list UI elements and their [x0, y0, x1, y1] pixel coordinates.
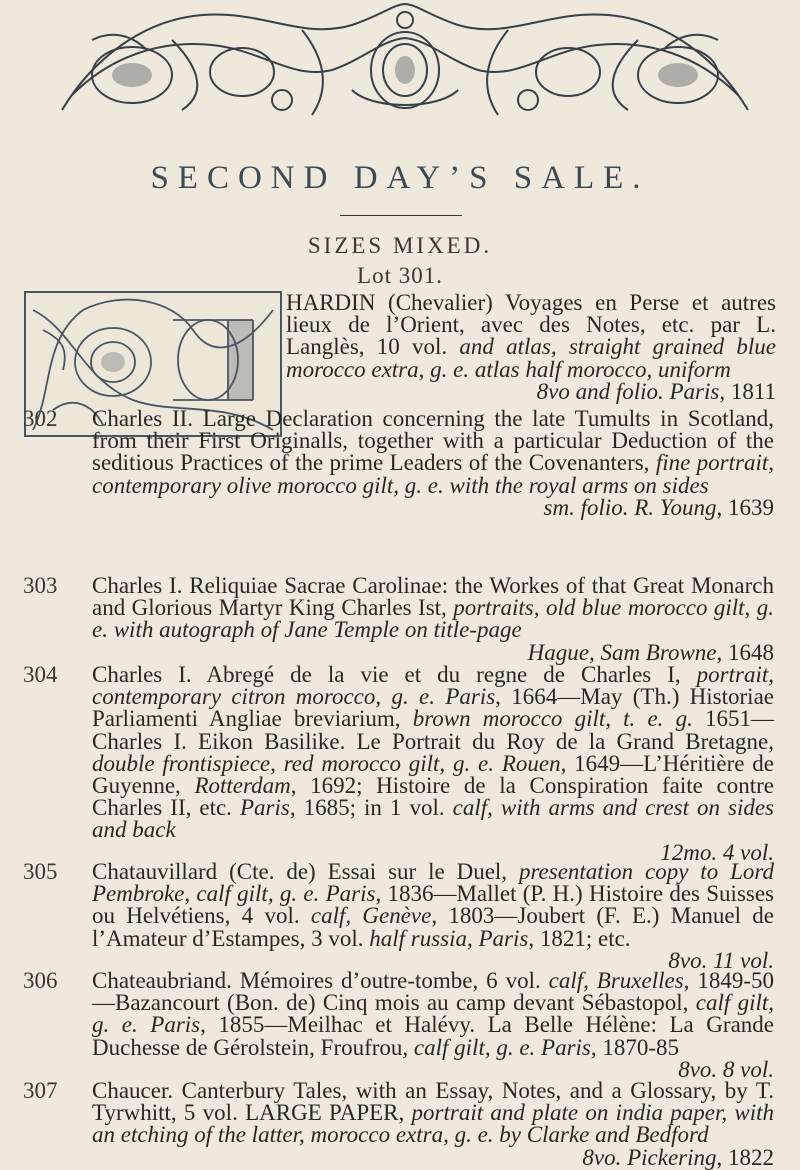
lot-imprint-run: Hague, Sam Browne — [527, 639, 717, 665]
lot-description — [92, 861, 774, 972]
lot-text-run: Chaucer. Canterbury Tales, with an Essay, Notes, and a Glossary, by T. Tyrwhitt, 5 vol. — [92, 1078, 774, 1126]
lot-text-run: calf gilt, g. e. Paris — [413, 1034, 591, 1060]
lot-text-run: Rotterdam — [194, 773, 291, 799]
lot-text-run: , 1849-50—Bazancourt (Bon. de) Cinq mois au camp devant Sébastopol, — [92, 968, 774, 1016]
lot-text-run: , 1692; Histoire de la Conspiration faite contre Charles II, etc. — [92, 773, 774, 821]
lot-text-run: fine portrait, contemporary olive morocco gilt, g. e. with the royal arms on sides — [92, 450, 774, 498]
lot-text-run: brown morocco gilt, t. e. g. — [412, 706, 693, 732]
lot-text-run: , 1649—L’Héritière de Guyenne, — [92, 750, 774, 799]
lot-imprint-run: 8vo. 11 vol. — [668, 947, 774, 973]
lot-format-imprint — [92, 639, 774, 665]
lot-description — [92, 408, 774, 519]
lot-description — [92, 1080, 774, 1169]
title-rule — [340, 215, 462, 216]
lot-imprint-run: , 1822 — [716, 1144, 774, 1170]
lot-label: Lot 301. — [357, 263, 443, 288]
lot-text-run: portrait, contemporary citron morocco, g. e. Paris — [92, 662, 774, 710]
lot-text-run: , 1836—Mallet (P. H.) Histoire des Suisses ou Helvétiens, 4 vol. — [92, 881, 774, 929]
lot-text-run: , 1870-85 — [590, 1034, 680, 1060]
lot-text-run: double frontispiece, red morocco gilt, g. e. Rouen — [92, 750, 561, 776]
lot-imprint-run: , 1811 — [719, 378, 776, 404]
lot-imprint-run: 8vo and folio. Paris — [536, 378, 720, 404]
lot-number: 307 — [23, 1078, 58, 1103]
lot-text-run: HARDIN (Chevalier) Voyages en Perse et autres lieux de l’Orient, avec des Notes, etc. par L. Langlès, 10 vol. — [286, 290, 776, 360]
lot-text-run: portraits, old blue morocco gilt, g. e. with autograph of Jane Temple on title-page — [92, 595, 774, 643]
lot-text-run: , 1855—Meilhac et Halévy. La Belle Hélène: La Grande Duchesse de Gérolstein, Froufrou, — [92, 1012, 774, 1060]
lot-imprint-run: , 1648 — [716, 639, 774, 665]
lot-format-imprint — [92, 1144, 774, 1170]
lot-text-run: , 1821; etc. — [528, 925, 631, 951]
lot-text-run: Charles I. Reliquiae Sacrae Carolinae: the Workes of that Great Monarch and Glorious Martyr King Charles Ist, — [92, 573, 774, 621]
lot-description — [92, 575, 774, 664]
lot-number: 306 — [23, 968, 58, 993]
lot-number: 305 — [23, 859, 58, 884]
lot-text-run: , 1803—Joubert (F. E.) Manuel de l’Amateur d’Estampes, 3 vol. — [92, 903, 774, 951]
lot-text-run: , 1664—May (Th.) Historiae Parliamenti Angliae breviarium, — [92, 684, 774, 732]
lot-text-run: Chateaubriand. Mémoires d’outre-tombe, 6 vol. — [92, 968, 549, 993]
lot-text-run: calf, with arms and crest on sides and back — [92, 795, 775, 843]
lot-text-run: , — [398, 1100, 412, 1126]
lot-text-run: calf, Genève — [310, 903, 432, 929]
lot-text-run: , 1685; in 1 vol. — [289, 795, 453, 821]
lot-text-run: 1651—Charles I. Eikon Basilike. Le Portrait du Roy de la Grand Bretagne, — [92, 706, 774, 754]
sale-title: SECOND DAY’S SALE. — [150, 160, 650, 196]
lot-text-run: half russia, Paris — [369, 925, 529, 951]
lot-imprint-run: 12mo. 4 vol. — [660, 839, 774, 865]
lot-number: 303 — [23, 573, 58, 598]
lot-description — [92, 970, 774, 1081]
lot-text-run: Chatauvillard (Cte. de) Essai sur le Duel, — [92, 859, 519, 884]
lot-format-imprint — [286, 378, 776, 404]
lot-description — [92, 664, 774, 864]
ornamental-headpiece — [52, 0, 758, 122]
lot-imprint-run: 8vo. 8 vol. — [678, 1056, 774, 1082]
lot-text-run: and atlas, straight grained blue morocco extra, g. e. atlas half morocco, uniform — [286, 334, 777, 382]
lot-text-run: calf, Bruxelles — [548, 968, 684, 993]
lot-text-run: Charles I. Abregé de la vie et du regne de Charles I, — [92, 662, 697, 687]
lot-text-run: Paris — [239, 795, 290, 821]
lot-text-run: presentation copy to Lord Pembroke, calf gilt, g. e. Paris — [92, 859, 774, 907]
lot-301-description — [286, 292, 776, 403]
section-subtitle: SIZES MIXED. — [307, 233, 493, 258]
lot-text-run: calf gilt, g. e. Paris — [92, 990, 774, 1038]
lot-format-imprint — [92, 494, 774, 520]
lot-text-run: portrait and plate on india paper, with an etching of the latter, morocco extra, g. e. by Clarke and Bedford — [92, 1100, 774, 1148]
lot-number: 304 — [23, 662, 58, 687]
lot-imprint-run: , 1639 — [716, 494, 774, 520]
lot-text-run: Charles II. Large Declaration concerning the late Tumults in Scotland, from their First Originalls, together with a particular Deduction of the seditious Practices of the prime Leaders of the Covenanters, — [92, 406, 774, 476]
lot-imprint-run: 8vo. Pickering — [582, 1144, 717, 1170]
lot-number: 302 — [23, 406, 58, 431]
lot-imprint-run: sm. folio. R. Young — [543, 494, 717, 520]
lot-text-run: LARGE PAPER — [245, 1100, 399, 1126]
